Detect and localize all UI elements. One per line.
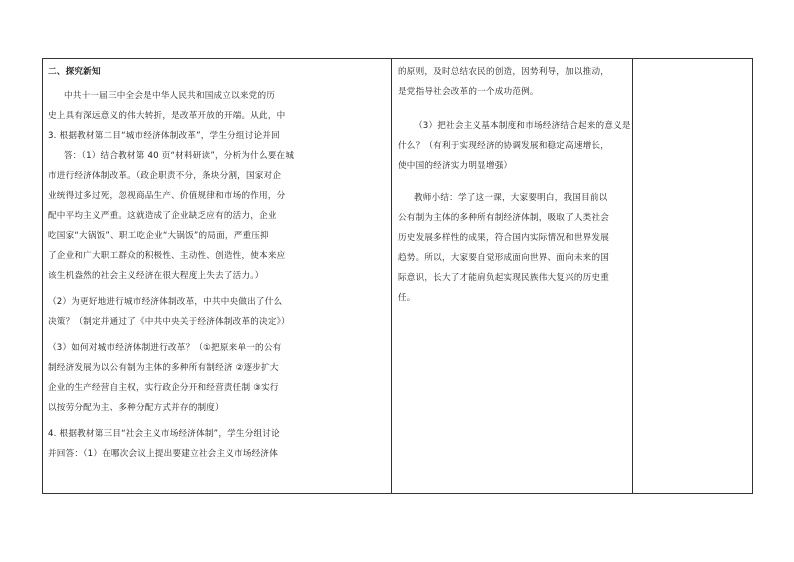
column-divider-1: [391, 58, 392, 494]
mid-summary-line-6: 任。: [398, 293, 416, 303]
column-divider-2: [632, 58, 633, 494]
item3-line-1: 3. 根据教材第二目“城市经济体制改革”，学生分组讨论并回: [48, 131, 280, 141]
q3-line-2: 制经济发展为以公有制为主体的多种所有制经济 ②逐步扩大: [48, 363, 279, 373]
item3-line-6: 吃国家“大锅饭”、职工吃企业“大锅饭”的局面，严重压抑: [48, 231, 269, 241]
mid-summary-line-2: 公有制为主体的多种所有制经济体制，吸取了人类社会: [398, 213, 610, 223]
mid-summary-line-4: 趋势。所以，大家要自觉形成面向世界、面向未来的国: [398, 253, 610, 263]
item3-line-5: 配中平均主义严重。这就造成了企业缺乏应有的活力，企业: [48, 211, 277, 221]
mid-q3-line-1: （3）把社会主义基本制度和市场经济结合起来的意义是: [414, 121, 631, 131]
mid-summary-line-5: 际意识，长大了才能肩负起实现民族伟大复兴的历史重: [398, 273, 610, 283]
table-top-border: [42, 58, 753, 59]
item3-line-7: 了企业和广大职工群众的积极性、主动性、创造性，使本来应: [48, 251, 286, 261]
mid-q3-line-2: 什么？（有利于实现经济的协调发展和稳定高速增长，: [398, 141, 610, 151]
mid-summary-line-1: 教师小结：学了这一课，大家要明白，我国目前以: [414, 193, 608, 203]
table-right-border: [752, 58, 753, 494]
q3-line-1: （3）如何对城市经济体制进行改革？（①把原来单一的公有: [48, 343, 282, 353]
section-heading: 二、探究新知: [48, 67, 101, 77]
item3-line-4: 业统得过多过死，忽视商品生产、价值规律和市场的作用，分: [48, 191, 286, 201]
q2-line-2: 决策？（制定并通过了《中共中央关于经济体制改革的决定》）: [48, 317, 290, 327]
item3-line-8: 该生机盎然的社会主义经济在很大程度上失去了活力。）: [48, 271, 264, 281]
mid-line-2: 是党指导社会改革的一个成功范例。: [398, 87, 539, 97]
q2-line-1: （2）为更好地进行城市经济体制改革，中共中央做出了什么: [48, 297, 283, 307]
mid-line-1: 的原则，及时总结农民的创造，因势利导，加以推动，: [398, 67, 610, 77]
left-column-text: [48, 62, 388, 464]
item3-line-2: 答：（1）结合教材第 40 页“材料研读”，分析为什么要在城: [64, 151, 295, 161]
item4-line-2: 并回答：（1）在哪次会议上提出要建立社会主义市场经济体: [48, 449, 279, 459]
para-intro-line-1: 中共十一届三中全会是中华人民共和国成立以来党的历: [64, 91, 276, 101]
table-bottom-border: [42, 493, 753, 494]
q3-line-3: 企业的生产经营自主权，实行政企分开和经营责任制 ③实行: [48, 383, 279, 393]
mid-q3-line-3: 使中国的经济实力明显增强）: [398, 161, 513, 171]
middle-column-text: [398, 62, 630, 308]
item3-line-3: 市进行经济体制改革。（政企职责不分，条块分割，国家对企: [48, 171, 282, 181]
para-intro-line-2: 史上具有深远意义的伟大转折，是改革开放的开端。从此，中: [48, 111, 286, 121]
table-left-border: [42, 58, 43, 494]
mid-summary-line-3: 历史发展多样性的成果，符合国内实际情况和世界发展: [398, 233, 610, 243]
item4-line-1: 4. 根据教材第三目“社会主义市场经济体制”，学生分组讨论: [48, 429, 280, 439]
q3-line-4: 以按劳分配为主、多种分配方式并存的制度）: [48, 403, 224, 413]
